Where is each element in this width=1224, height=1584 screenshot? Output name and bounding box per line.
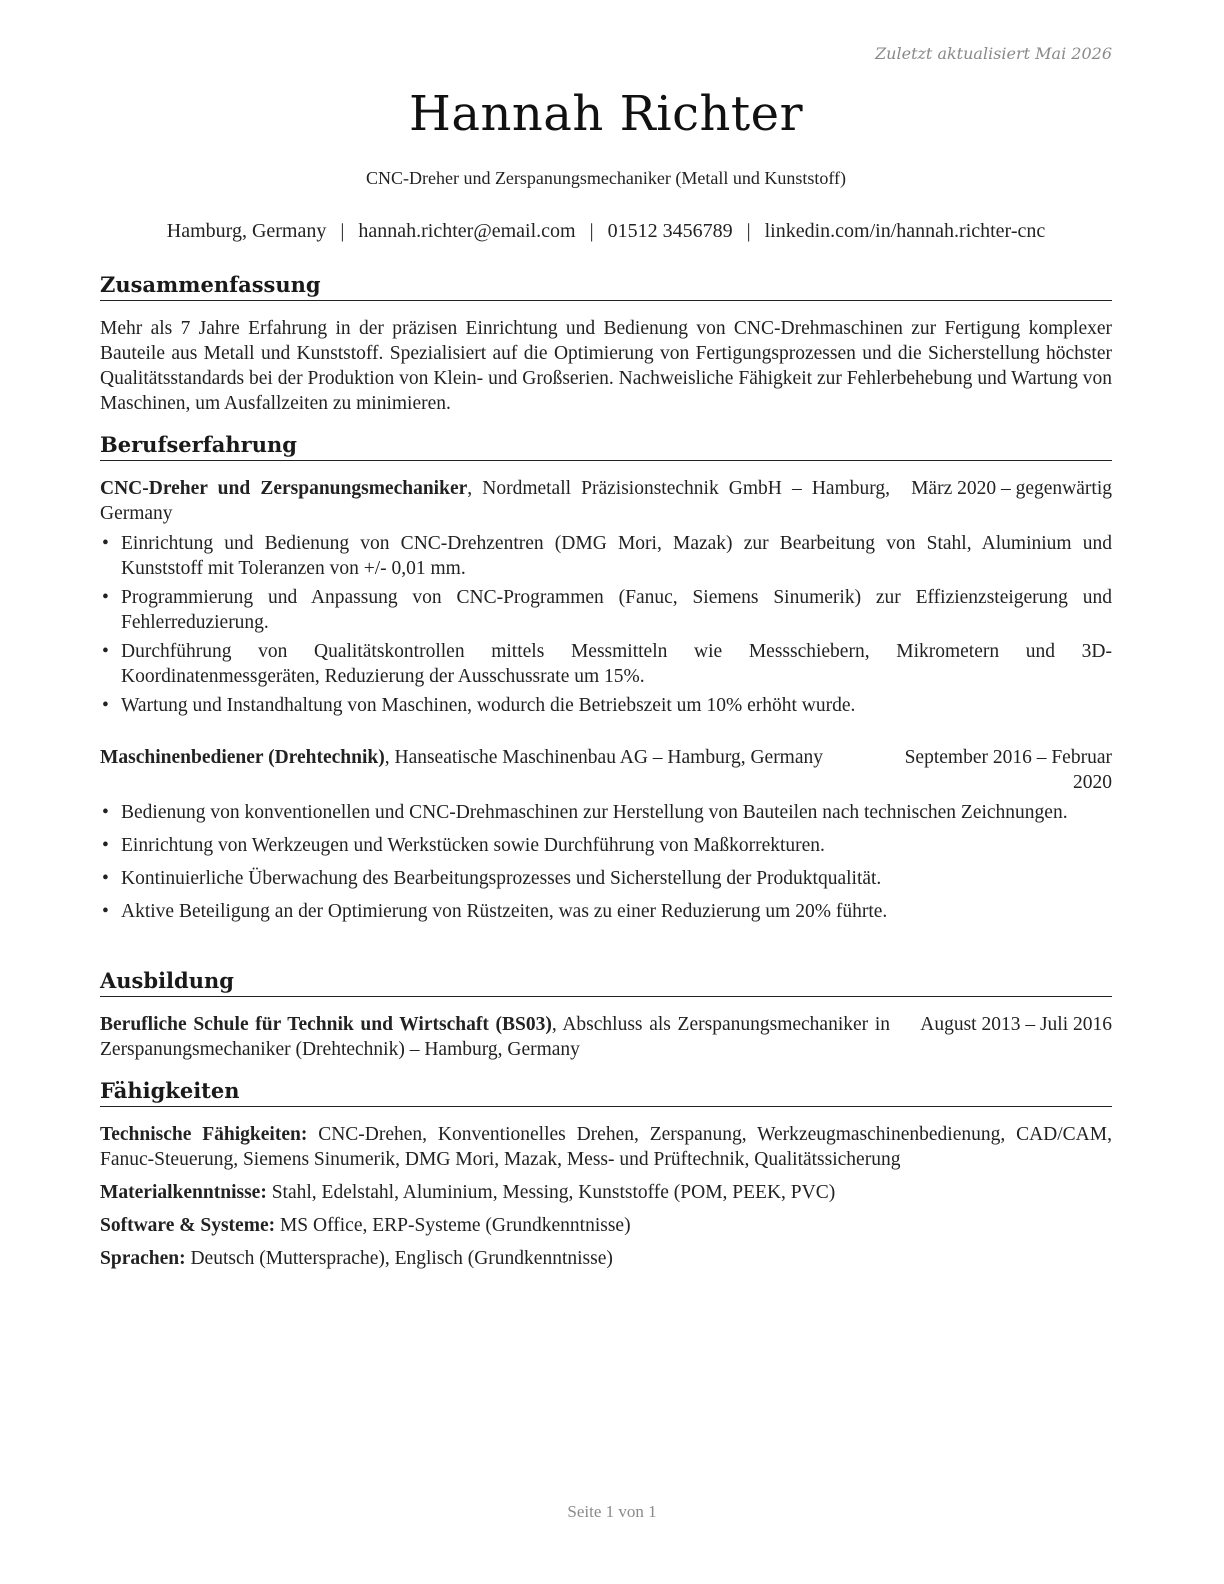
skill-label: Software & Systeme:	[100, 1215, 276, 1236]
job-dates: September 2016 – Februar 2020	[904, 747, 1112, 793]
job-bullets	[100, 531, 1112, 718]
section-title-summary: Zusammenfassung	[100, 272, 1112, 301]
skill-row	[100, 1122, 1112, 1172]
job-employer: , Hanseatische Maschinenbau AG – Hamburg, Germany	[384, 747, 824, 768]
experience-section	[100, 432, 1112, 924]
page-footer: Seite 1 von 1	[567, 1502, 657, 1521]
list-item: • Einrichtung von Werkzeugen und Werkstücken sowie Durchführung von Maßkorrekturen.	[102, 835, 825, 856]
contact-email[interactable]: hannah.richter@email.com	[358, 220, 576, 242]
skill-value: CNC-Drehen, Konventionelles Drehen, Zerspanung, Werkzeugmaschinenbedienung, CAD/CAM, Fanuc-Steuerung, Siemens Sinumerik, DMG Mori, Mazak, Mess- und Prüftechnik, Qualitätssicherung	[100, 1124, 1112, 1170]
bullet-icon: •	[102, 868, 109, 889]
job-entry	[100, 745, 1112, 924]
bullet-icon: •	[102, 641, 109, 662]
education-entry	[100, 1012, 1112, 1062]
contact-location: Hamburg, Germany	[166, 220, 327, 242]
school-name: Berufliche Schule für Technik und Wirtschaft (BS03)	[100, 1014, 552, 1035]
bullet-icon: •	[102, 901, 109, 922]
skill-row	[100, 1246, 1112, 1271]
contact-separator: |	[340, 220, 345, 242]
list-item: • Wartung und Instandhaltung von Maschinen, wodurch die Betriebszeit um 10% erhöht wurde.	[102, 695, 856, 716]
job-title-line	[100, 476, 890, 526]
skill-row	[100, 1213, 1112, 1238]
list-item: • Bedienung von konventionellen und CNC-Drehmaschinen zur Herstellung von Bauteilen nach technischen Zeichnungen.	[102, 802, 1068, 823]
bullet-icon: •	[102, 533, 109, 554]
candidate-name: Hannah Richter	[408, 86, 804, 142]
skill-label: Materialkenntnisse:	[100, 1182, 267, 1203]
contact-phone[interactable]: 01512 3456789	[607, 220, 733, 242]
skills-section	[100, 1078, 1112, 1271]
job-header	[100, 745, 1112, 795]
contact-separator: |	[589, 220, 594, 242]
education-dates: August 2013 – Juli 2016	[920, 1014, 1112, 1035]
contact-linkedin[interactable]: linkedin.com/in/hannah.richter-cnc	[764, 220, 1046, 242]
summary-section	[100, 272, 1112, 416]
bullet-icon: •	[102, 587, 109, 608]
list-item: • Programmierung und Anpassung von CNC-Programmen (Fanuc, Siemens Sinumerik) zur Effizienzsteigerung und Fehlerreduzierung.	[102, 587, 1112, 633]
skill-value: Deutsch (Muttersprache), Englisch (Grundkenntnisse)	[185, 1248, 613, 1269]
job-title-line	[100, 745, 890, 770]
job-role: CNC-Dreher und Zerspanungsmechaniker	[100, 478, 468, 499]
job-bullets	[100, 800, 1112, 924]
skill-label: Technische Fähigkeiten:	[100, 1124, 308, 1145]
education-section	[100, 968, 1112, 1062]
job-role: Maschinenbediener (Drehtechnik)	[100, 747, 385, 768]
last-updated: Zuletzt aktualisiert Mai 2026	[875, 44, 1112, 63]
resume-page	[100, 0, 1112, 1584]
list-item: • Durchführung von Qualitätskontrollen mittels Messmitteln wie Messschiebern, Mikrometern und 3D-Koordinatenmessgeräten, Reduzierung der Ausschussrate um 15%.	[102, 641, 1112, 687]
list-item: • Aktive Beteiligung an der Optimierung von Rüstzeiten, was zu einer Reduzierung um 20% führte.	[102, 901, 888, 922]
bullet-icon: •	[102, 802, 109, 823]
skill-row	[100, 1180, 1112, 1205]
headline: CNC-Dreher und Zerspanungsmechaniker (Metall und Kunststoff)	[365, 168, 847, 188]
job-employer: , Nordmetall Präzisionstechnik GmbH – Hamburg, Germany	[100, 478, 890, 524]
contact-line	[100, 220, 1112, 243]
skill-label: Sprachen:	[100, 1248, 186, 1269]
list-item: • Kontinuierliche Überwachung des Bearbeitungsprozesses und Sicherstellung der Produktqualität.	[102, 868, 882, 889]
bullet-icon: •	[102, 835, 109, 856]
contact-separator: |	[746, 220, 751, 242]
section-title-education: Ausbildung	[100, 968, 1112, 997]
job-entry	[100, 476, 1112, 718]
section-title-skills: Fähigkeiten	[100, 1078, 1112, 1107]
job-dates: März 2020 – gegenwärtig	[911, 478, 1112, 499]
skill-value: Stahl, Edelstahl, Aluminium, Messing, Kunststoffe (POM, PEEK, PVC)	[266, 1182, 836, 1203]
degree: , Abschluss als Zerspanungsmechaniker in Zerspanungsmechaniker (Drehtechnik) – Hamburg, Germany	[100, 1014, 890, 1060]
job-header	[100, 476, 1112, 526]
education-line	[100, 1012, 890, 1062]
bullet-icon: •	[102, 695, 109, 716]
skill-value: MS Office, ERP-Systeme (Grundkenntnisse)	[275, 1215, 631, 1236]
list-item: • Einrichtung und Bedienung von CNC-Drehzentren (DMG Mori, Mazak) zur Bearbeitung von Stahl, Aluminium und Kunststoff mit Toleranzen von +/- 0,01 mm.	[102, 533, 1112, 579]
summary-text: Mehr als 7 Jahre Erfahrung in der präzisen Einrichtung und Bedienung von CNC-Drehmaschinen zur Fertigung komplexer Bauteile aus Metall und Kunststoff. Spezialisiert auf die Optimierung von Fertigungsprozessen und die Sicherstellung höchster Qualitätsstandards bei der Produktion von Klein- und Großserien. Nachweisliche Fähigkeit zur Fehlerbehebung und Wartung von Maschinen, um Ausfallzeiten zu minimieren.	[100, 318, 1112, 414]
section-title-experience: Berufserfahrung	[100, 432, 1112, 461]
